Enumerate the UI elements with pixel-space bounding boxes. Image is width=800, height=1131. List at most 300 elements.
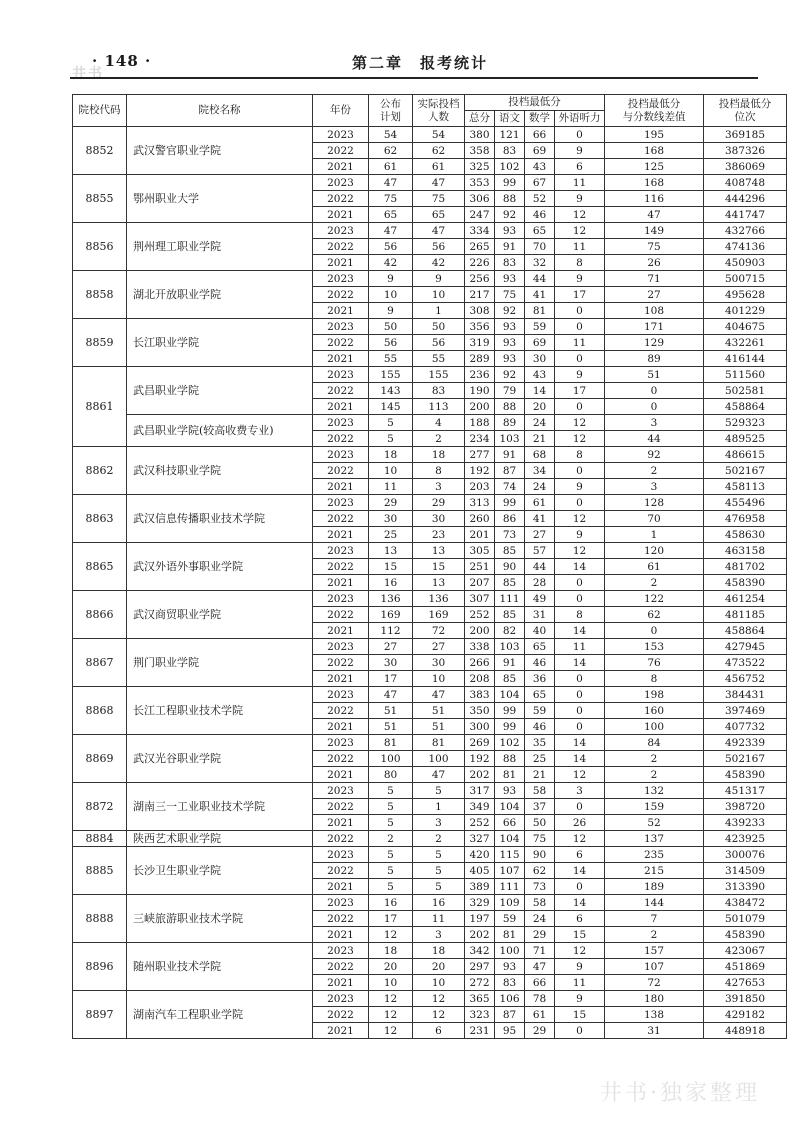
cell-chinese: 81 [495, 927, 525, 943]
cell-diff: 108 [605, 303, 704, 319]
cell-listening: 6 [555, 911, 605, 927]
cell-total: 342 [465, 943, 495, 959]
cell-math: 52 [525, 191, 555, 207]
cell-year: 2023 [313, 271, 369, 287]
cell-rank: 463158 [704, 543, 787, 559]
cell-year: 2023 [313, 895, 369, 911]
cell-diff: 92 [605, 447, 704, 463]
cell-plan: 5 [369, 847, 413, 863]
cell-year: 2022 [313, 143, 369, 159]
cell-year: 2021 [313, 255, 369, 271]
cell-math: 59 [525, 703, 555, 719]
cell-chinese: 73 [495, 527, 525, 543]
cell-math: 66 [525, 127, 555, 143]
cell-math: 90 [525, 847, 555, 863]
cell-listening: 14 [555, 751, 605, 767]
school-code: 8866 [73, 591, 127, 639]
cell-diff: 107 [605, 959, 704, 975]
cell-math: 41 [525, 511, 555, 527]
cell-diff: 3 [605, 479, 704, 495]
cell-total: 327 [465, 831, 495, 847]
cell-plan: 56 [369, 335, 413, 351]
watermark-bottom: 井书·独家整理 [600, 1081, 760, 1106]
cell-plan: 10 [369, 975, 413, 991]
cell-rank: 423067 [704, 943, 787, 959]
col-name: 院校名称 [127, 95, 313, 127]
cell-diff: 52 [605, 815, 704, 831]
cell-math: 43 [525, 159, 555, 175]
cell-total: 192 [465, 751, 495, 767]
cell-year: 2021 [313, 575, 369, 591]
cell-plan: 5 [369, 799, 413, 815]
cell-actual: 47 [413, 175, 465, 191]
cell-rank: 314509 [704, 863, 787, 879]
cell-year: 2022 [313, 335, 369, 351]
cell-total: 201 [465, 527, 495, 543]
cell-actual: 5 [413, 783, 465, 799]
cell-chinese: 91 [495, 239, 525, 255]
cell-diff: 189 [605, 879, 704, 895]
cell-listening: 11 [555, 639, 605, 655]
cell-listening: 0 [555, 495, 605, 511]
cell-rank: 458390 [704, 767, 787, 783]
table-row [73, 991, 787, 1007]
cell-math: 36 [525, 671, 555, 687]
cell-rank: 458390 [704, 927, 787, 943]
cell-listening: 17 [555, 383, 605, 399]
table-row [73, 415, 787, 431]
cell-year: 2023 [313, 591, 369, 607]
cell-plan: 155 [369, 367, 413, 383]
cell-total: 389 [465, 879, 495, 895]
cell-plan: 11 [369, 479, 413, 495]
cell-actual: 6 [413, 1023, 465, 1039]
cell-year: 2022 [313, 383, 369, 399]
cell-chinese: 104 [495, 799, 525, 815]
cell-total: 247 [465, 207, 495, 223]
cell-rank: 455496 [704, 495, 787, 511]
cell-actual: 83 [413, 383, 465, 399]
cell-total: 256 [465, 271, 495, 287]
cell-diff: 160 [605, 703, 704, 719]
table-row [73, 319, 787, 335]
cell-chinese: 99 [495, 495, 525, 511]
cell-year: 2022 [313, 831, 369, 847]
col-plan: 公布 计划 [369, 95, 413, 127]
cell-listening: 12 [555, 767, 605, 783]
cell-diff: 2 [605, 575, 704, 591]
cell-rank: 511560 [704, 367, 787, 383]
cell-chinese: 88 [495, 191, 525, 207]
cell-plan: 100 [369, 751, 413, 767]
cell-chinese: 59 [495, 911, 525, 927]
cell-listening: 9 [555, 479, 605, 495]
cell-rank: 461254 [704, 591, 787, 607]
cell-diff: 2 [605, 463, 704, 479]
cell-actual: 56 [413, 335, 465, 351]
cell-year: 2022 [313, 863, 369, 879]
cell-year: 2022 [313, 287, 369, 303]
cell-listening: 6 [555, 159, 605, 175]
cell-year: 2021 [313, 159, 369, 175]
cell-actual: 27 [413, 639, 465, 655]
cell-rank: 438472 [704, 895, 787, 911]
school-name: 荆门职业学院 [127, 639, 313, 687]
cell-plan: 12 [369, 991, 413, 1007]
header-row-1 [73, 95, 787, 111]
cell-chinese: 85 [495, 671, 525, 687]
cell-rank: 398720 [704, 799, 787, 815]
cell-year: 2022 [313, 239, 369, 255]
school-code: 8852 [73, 127, 127, 175]
table-row [73, 895, 787, 911]
cell-year: 2023 [313, 639, 369, 655]
cell-rank: 481185 [704, 607, 787, 623]
cell-listening: 9 [555, 527, 605, 543]
cell-plan: 12 [369, 927, 413, 943]
cell-plan: 5 [369, 431, 413, 447]
cell-math: 44 [525, 559, 555, 575]
cell-plan: 75 [369, 191, 413, 207]
cell-total: 365 [465, 991, 495, 1007]
cell-diff: 171 [605, 319, 704, 335]
cell-rank: 458864 [704, 399, 787, 415]
cell-listening: 11 [555, 335, 605, 351]
cell-plan: 145 [369, 399, 413, 415]
cell-plan: 47 [369, 175, 413, 191]
cell-diff: 149 [605, 223, 704, 239]
cell-total: 252 [465, 815, 495, 831]
cell-diff: 47 [605, 207, 704, 223]
cell-year: 2021 [313, 815, 369, 831]
cell-year: 2023 [313, 687, 369, 703]
cell-rank: 441747 [704, 207, 787, 223]
cell-year: 2021 [313, 623, 369, 639]
cell-chinese: 95 [495, 1023, 525, 1039]
cell-math: 71 [525, 943, 555, 959]
cell-listening: 3 [555, 783, 605, 799]
cell-plan: 80 [369, 767, 413, 783]
cell-rank: 444296 [704, 191, 787, 207]
cell-chinese: 85 [495, 543, 525, 559]
school-name: 湖南三一工业职业技术学院 [127, 783, 313, 831]
cell-plan: 5 [369, 783, 413, 799]
cell-diff: 2 [605, 751, 704, 767]
cell-year: 2021 [313, 927, 369, 943]
cell-chinese: 115 [495, 847, 525, 863]
cell-year: 2023 [313, 447, 369, 463]
cell-chinese: 90 [495, 559, 525, 575]
col-rank: 投档最低分 位次 [704, 95, 787, 127]
school-name: 湖南汽车工程职业学院 [127, 991, 313, 1039]
cell-actual: 3 [413, 815, 465, 831]
cell-chinese: 93 [495, 335, 525, 351]
cell-math: 78 [525, 991, 555, 1007]
cell-diff: 51 [605, 367, 704, 383]
cell-plan: 81 [369, 735, 413, 751]
cell-actual: 54 [413, 127, 465, 143]
cell-total: 188 [465, 415, 495, 431]
cell-listening: 12 [555, 431, 605, 447]
cell-listening: 0 [555, 319, 605, 335]
cell-actual: 51 [413, 719, 465, 735]
cell-chinese: 66 [495, 815, 525, 831]
cell-diff: 215 [605, 863, 704, 879]
cell-total: 329 [465, 895, 495, 911]
school-code: 8897 [73, 991, 127, 1039]
cell-total: 200 [465, 399, 495, 415]
cell-rank: 429182 [704, 1007, 787, 1023]
cell-listening: 0 [555, 1023, 605, 1039]
cell-total: 383 [465, 687, 495, 703]
cell-listening: 0 [555, 351, 605, 367]
cell-total: 266 [465, 655, 495, 671]
cell-diff: 153 [605, 639, 704, 655]
cell-year: 2021 [313, 479, 369, 495]
cell-diff: 44 [605, 431, 704, 447]
cell-total: 203 [465, 479, 495, 495]
table-row [73, 271, 787, 287]
table-row [73, 735, 787, 751]
cell-total: 234 [465, 431, 495, 447]
cell-diff: 1 [605, 527, 704, 543]
cell-year: 2023 [313, 223, 369, 239]
cell-math: 58 [525, 895, 555, 911]
cell-chinese: 111 [495, 879, 525, 895]
cell-actual: 42 [413, 255, 465, 271]
cell-plan: 5 [369, 879, 413, 895]
cell-actual: 155 [413, 367, 465, 383]
table-row [73, 847, 787, 863]
cell-plan: 5 [369, 415, 413, 431]
cell-listening: 0 [555, 799, 605, 815]
cell-total: 380 [465, 127, 495, 143]
cell-listening: 0 [555, 879, 605, 895]
cell-listening: 12 [555, 415, 605, 431]
cell-total: 313 [465, 495, 495, 511]
school-name: 武汉信息传播职业技术学院 [127, 495, 313, 543]
cell-chinese: 92 [495, 303, 525, 319]
school-name: 武汉科技职业学院 [127, 447, 313, 495]
cell-total: 190 [465, 383, 495, 399]
cell-diff: 129 [605, 335, 704, 351]
cell-math: 58 [525, 783, 555, 799]
cell-plan: 55 [369, 351, 413, 367]
cell-total: 226 [465, 255, 495, 271]
cell-math: 66 [525, 975, 555, 991]
cell-actual: 47 [413, 687, 465, 703]
cell-actual: 113 [413, 399, 465, 415]
school-name: 长沙卫生职业学院 [127, 847, 313, 895]
cell-diff: 144 [605, 895, 704, 911]
cell-total: 236 [465, 367, 495, 383]
cell-plan: 10 [369, 463, 413, 479]
cell-total: 217 [465, 287, 495, 303]
cell-chinese: 83 [495, 255, 525, 271]
cell-actual: 5 [413, 879, 465, 895]
cell-math: 34 [525, 463, 555, 479]
cell-actual: 56 [413, 239, 465, 255]
cell-total: 200 [465, 623, 495, 639]
cell-diff: 62 [605, 607, 704, 623]
cell-rank: 481702 [704, 559, 787, 575]
school-code: 8888 [73, 895, 127, 943]
cell-rank: 458390 [704, 575, 787, 591]
cell-plan: 20 [369, 959, 413, 975]
cell-listening: 0 [555, 703, 605, 719]
cell-rank: 416144 [704, 351, 787, 367]
cell-rank: 451317 [704, 783, 787, 799]
school-name: 长江工程职业技术学院 [127, 687, 313, 735]
cell-total: 202 [465, 927, 495, 943]
cell-math: 69 [525, 143, 555, 159]
cell-listening: 0 [555, 575, 605, 591]
cell-listening: 12 [555, 207, 605, 223]
cell-math: 61 [525, 1007, 555, 1023]
cell-math: 27 [525, 527, 555, 543]
cell-rank: 387326 [704, 143, 787, 159]
cell-plan: 12 [369, 1007, 413, 1023]
cell-diff: 70 [605, 511, 704, 527]
cell-year: 2021 [313, 975, 369, 991]
cell-rank: 408748 [704, 175, 787, 191]
cell-diff: 0 [605, 623, 704, 639]
cell-diff: 75 [605, 239, 704, 255]
cell-chinese: 104 [495, 687, 525, 703]
cell-rank: 501079 [704, 911, 787, 927]
table-row [73, 639, 787, 655]
cell-diff: 138 [605, 1007, 704, 1023]
cell-year: 2021 [313, 399, 369, 415]
school-name: 湖北开放职业学院 [127, 271, 313, 319]
school-name: 长江职业学院 [127, 319, 313, 367]
cell-diff: 128 [605, 495, 704, 511]
cell-actual: 5 [413, 863, 465, 879]
cell-chinese: 92 [495, 207, 525, 223]
cell-total: 252 [465, 607, 495, 623]
cell-math: 46 [525, 655, 555, 671]
cell-rank: 476958 [704, 511, 787, 527]
cell-rank: 439233 [704, 815, 787, 831]
cell-listening: 0 [555, 591, 605, 607]
cell-actual: 30 [413, 511, 465, 527]
watermark-logo: 井书 [72, 66, 104, 82]
cell-listening: 14 [555, 655, 605, 671]
cell-rank: 427945 [704, 639, 787, 655]
cell-chinese: 93 [495, 271, 525, 287]
cell-listening: 14 [555, 559, 605, 575]
cell-year: 2022 [313, 1007, 369, 1023]
cell-rank: 489525 [704, 431, 787, 447]
cell-actual: 12 [413, 1007, 465, 1023]
cell-listening: 0 [555, 303, 605, 319]
school-code: 8884 [73, 831, 127, 847]
cell-chinese: 82 [495, 623, 525, 639]
col-actual: 实际投档 人数 [413, 95, 465, 127]
cell-chinese: 99 [495, 703, 525, 719]
cell-chinese: 99 [495, 175, 525, 191]
cell-plan: 9 [369, 303, 413, 319]
cell-math: 20 [525, 399, 555, 415]
header-rule [70, 77, 758, 79]
cell-chinese: 102 [495, 159, 525, 175]
cell-math: 50 [525, 815, 555, 831]
cell-actual: 81 [413, 735, 465, 751]
cell-math: 40 [525, 623, 555, 639]
school-code: 8896 [73, 943, 127, 991]
cell-listening: 12 [555, 511, 605, 527]
cell-actual: 72 [413, 623, 465, 639]
cell-listening: 14 [555, 623, 605, 639]
col-min-group: 投档最低分 [465, 95, 605, 111]
cell-actual: 1 [413, 799, 465, 815]
cell-total: 349 [465, 799, 495, 815]
cell-diff: 168 [605, 175, 704, 191]
cell-plan: 27 [369, 639, 413, 655]
cell-year: 2023 [313, 495, 369, 511]
cell-actual: 10 [413, 671, 465, 687]
cell-plan: 29 [369, 495, 413, 511]
table-row [73, 175, 787, 191]
cell-diff: 76 [605, 655, 704, 671]
cell-diff: 0 [605, 383, 704, 399]
cell-diff: 168 [605, 143, 704, 159]
school-name: 鄂州职业大学 [127, 175, 313, 223]
cell-math: 14 [525, 383, 555, 399]
cell-listening: 15 [555, 1007, 605, 1023]
cell-total: 353 [465, 175, 495, 191]
cell-actual: 62 [413, 143, 465, 159]
cell-total: 334 [465, 223, 495, 239]
cell-diff: 84 [605, 735, 704, 751]
cell-actual: 3 [413, 479, 465, 495]
cell-diff: 120 [605, 543, 704, 559]
cell-total: 260 [465, 511, 495, 527]
school-code: 8872 [73, 783, 127, 831]
cell-chinese: 91 [495, 655, 525, 671]
cell-chinese: 93 [495, 959, 525, 975]
cell-math: 29 [525, 927, 555, 943]
cell-plan: 169 [369, 607, 413, 623]
school-code: 8885 [73, 847, 127, 895]
cell-chinese: 103 [495, 431, 525, 447]
cell-diff: 2 [605, 927, 704, 943]
cell-year: 2021 [313, 351, 369, 367]
cell-math: 30 [525, 351, 555, 367]
cell-rank: 450903 [704, 255, 787, 271]
school-code: 8868 [73, 687, 127, 735]
cell-year: 2022 [313, 911, 369, 927]
cell-actual: 23 [413, 527, 465, 543]
cell-chinese: 83 [495, 975, 525, 991]
cell-plan: 18 [369, 447, 413, 463]
cell-plan: 16 [369, 895, 413, 911]
cell-listening: 8 [555, 255, 605, 271]
chapter-title: 第二章 报考统计 [351, 54, 488, 72]
cell-math: 41 [525, 287, 555, 303]
cell-total: 265 [465, 239, 495, 255]
cell-year: 2023 [313, 127, 369, 143]
cell-math: 49 [525, 591, 555, 607]
cell-chinese: 85 [495, 607, 525, 623]
cell-actual: 3 [413, 927, 465, 943]
cell-listening: 9 [555, 143, 605, 159]
cell-year: 2022 [313, 751, 369, 767]
cell-listening: 12 [555, 223, 605, 239]
cell-total: 197 [465, 911, 495, 927]
cell-plan: 15 [369, 559, 413, 575]
cell-listening: 14 [555, 735, 605, 751]
